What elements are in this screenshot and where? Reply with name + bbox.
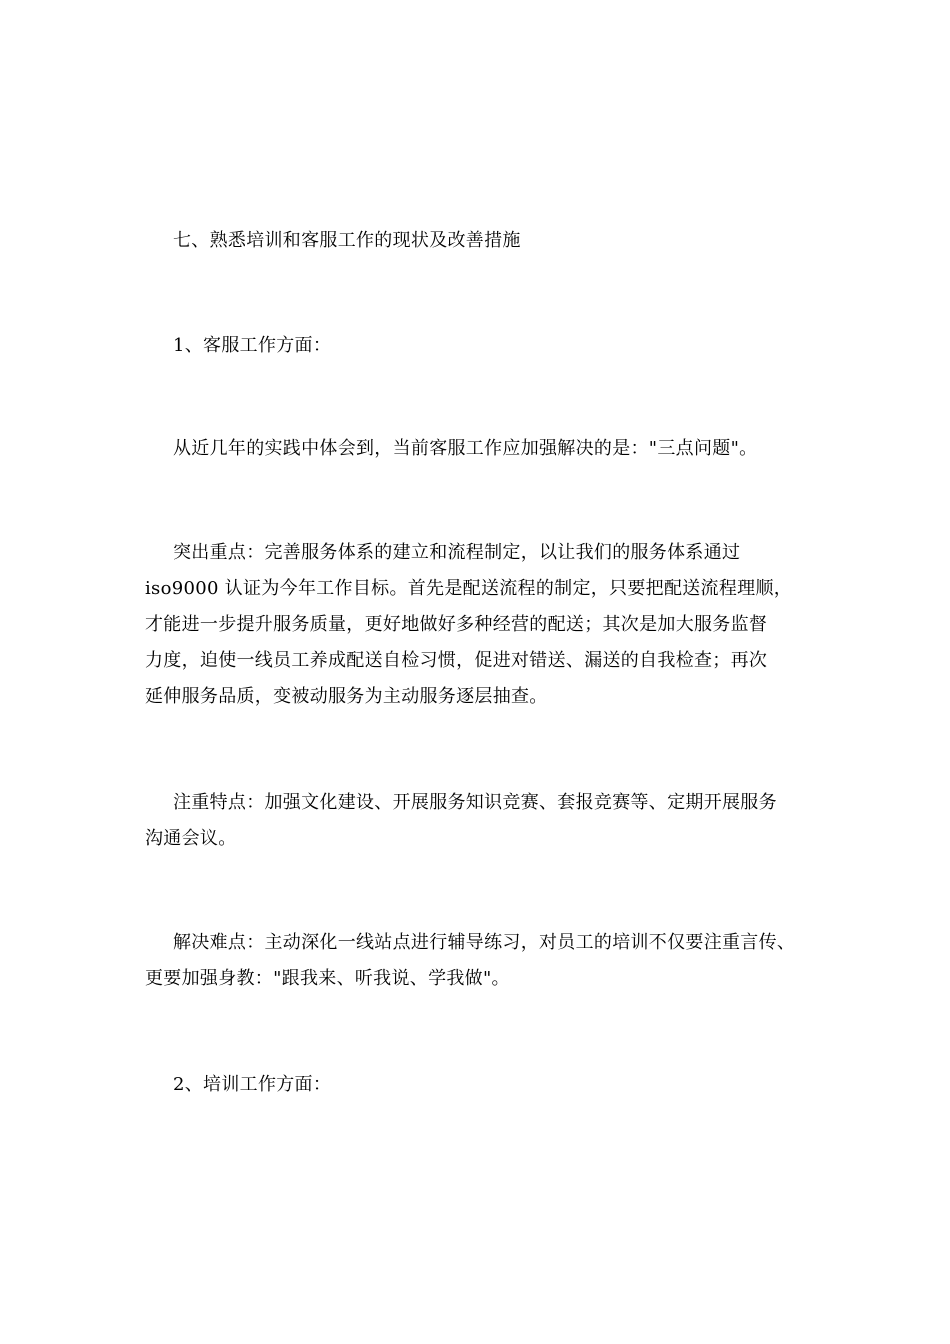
paragraph-line: 力度，迫使一线员工养成配送自检习惯，促进对错送、漏送的自我检查；再次 <box>145 650 768 671</box>
subsection-title-training: 2、培训工作方面： <box>173 1074 332 1095</box>
paragraph-line: 更要加强身教："跟我来、听我说、学我做"。 <box>145 968 510 989</box>
paragraph-line: 沟通会议。 <box>145 828 237 849</box>
paragraph-line: iso9000 认证为今年工作目标。首先是配送流程的制定，只要把配送流程理顺， <box>145 578 793 599</box>
intro-paragraph: 从近几年的实践中体会到，当前客服工作应加强解决的是："三点问题"。 <box>173 438 758 459</box>
paragraph-line: 才能进一步提升服务质量，更好地做好多种经营的配送；其次是加大服务监督 <box>145 614 768 635</box>
paragraph-line: 延伸服务品质，变被动服务为主动服务逐层抽查。 <box>145 686 548 707</box>
paragraph-line: 注重特点：加强文化建设、开展服务知识竞赛、套报竞赛等、定期开展服务 <box>173 792 777 813</box>
subsection-title-customer-service: 1、客服工作方面： <box>173 335 332 356</box>
paragraph-line: 解决难点：主动深化一线站点进行辅导练习，对员工的培训不仅要注重言传、 <box>173 932 796 953</box>
paragraph-line: 突出重点：完善服务体系的建立和流程制定，以让我们的服务体系通过 <box>173 542 741 563</box>
section-heading: 七、熟悉培训和客服工作的现状及改善措施 <box>173 230 521 251</box>
